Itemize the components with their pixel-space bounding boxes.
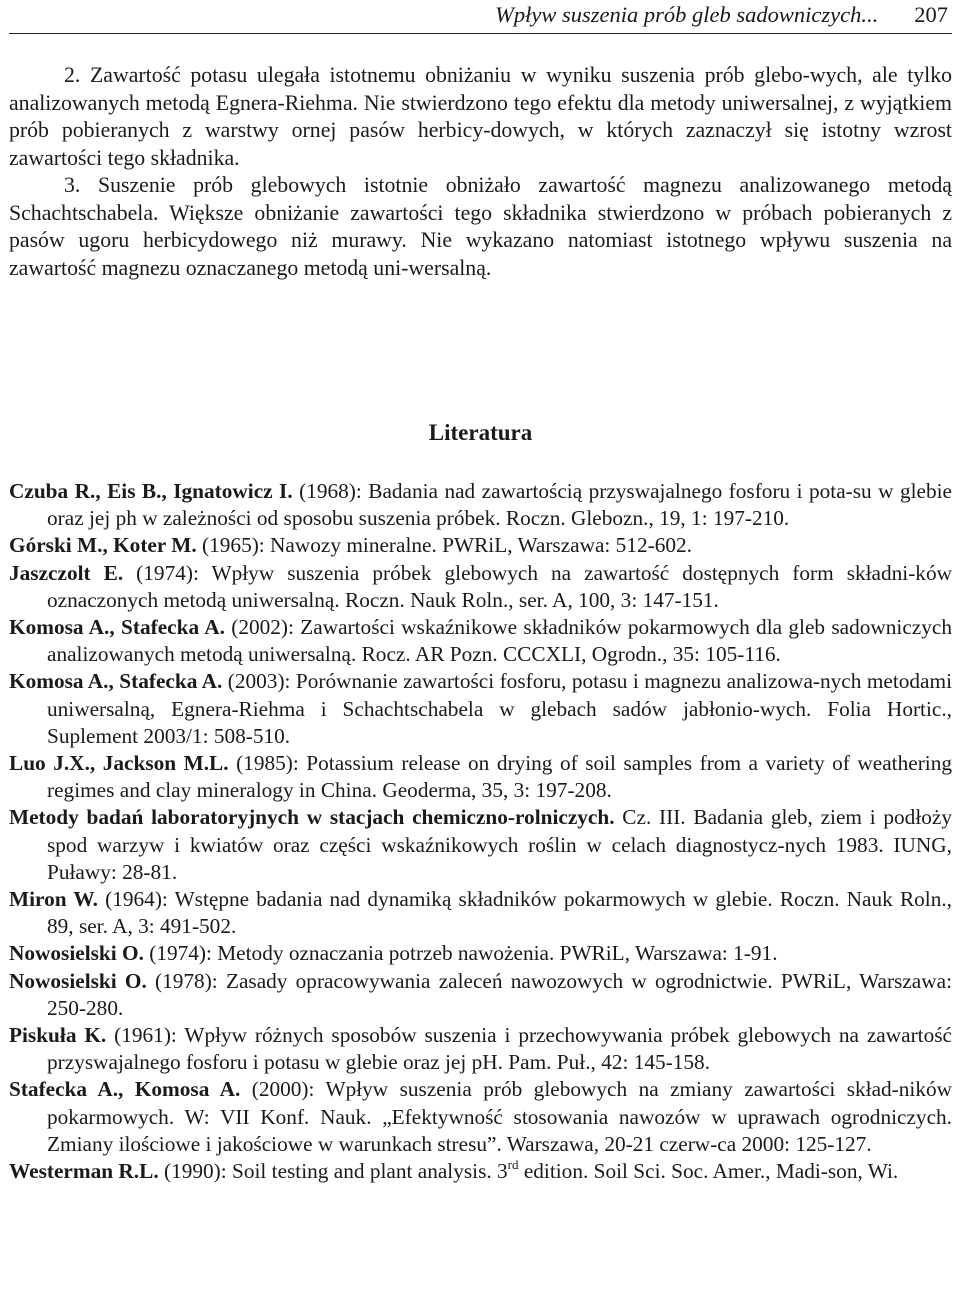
reference-item xyxy=(9,1158,952,1185)
reference-authors: Westerman R.L. xyxy=(9,1159,159,1184)
conclusion-item: 2. Zawartość potasu ulegała istotnemu obniżaniu w wyniku suszenia prób glebo-wych, ale tylko analizowanych metodą Egnera-Riehma. Nie stwierdzono tego efektu dla metody uniwersalnej, z wyjątkiem prób pobieranych z warstwy ornej pasów herbicy-dowych, w których zaznaczył się istotny wzrost zawartości tego składnika. xyxy=(9,63,952,170)
reference-authors: Jaszczolt E. xyxy=(9,560,124,585)
reference-text: (1974): Metody oznaczania potrzeb nawożenia. PWRiL, Warszawa: 1-91. xyxy=(143,941,778,966)
reference-authors: Luo J.X., Jackson M.L. xyxy=(9,751,229,776)
reference-text: (2003): Porównanie zawartości fosforu, potasu i magnezu analizowa-nych metodami uniwersalną, Egnera-Riehma i Schachtschabela w glebach sadów jabłonio-wych. Folia Hortic., Suplement 2003/1: 508-510. xyxy=(47,669,952,748)
header-rule xyxy=(9,33,952,34)
reference-text: (2000): Wpływ suszenia prób glebowych na zmiany zawartości skład-ników pokarmowych. W: VII Konf. Nauk. „Efektywność stosowania nawozów w uprawach ogrodniczych. Zmiany ilościowe i jakościowe w warunkach stresu”. Warszawa, 20-21 czerw-ca 2000: 125-127. xyxy=(47,1077,952,1156)
edition-superscript: rd xyxy=(507,1157,519,1173)
reference-item xyxy=(9,886,952,940)
running-header xyxy=(9,2,952,32)
conclusions xyxy=(9,62,952,282)
literature-heading: Literatura xyxy=(428,420,533,445)
reference-authors: Górski M., Koter M. xyxy=(9,533,197,558)
reference-authors: Metody badań laboratoryjnych w stacjach chemiczno-rolniczych. xyxy=(9,805,615,830)
reference-item xyxy=(9,478,952,532)
reference-text: (1965): Nawozy mineralne. PWRiL, Warszawa: 512-602. xyxy=(196,533,692,558)
reference-item xyxy=(9,1076,952,1158)
reference-item xyxy=(9,968,952,1022)
reference-item xyxy=(9,750,952,804)
reference-text: (1968): Badania nad zawartością przyswajalnego fosforu i pota-su w glebie oraz jej ph w zależności od sposobu suszenia próbek. Roczn. Glebozn., 19, 1: 197-210. xyxy=(47,479,952,531)
reference-authors: Piskuła K. xyxy=(9,1023,107,1048)
reference-item xyxy=(9,668,952,750)
reference-authors: Komosa A., Stafecka A. xyxy=(9,669,223,694)
reference-text: (2002): Zawartości wskaźnikowe składników pokarmowych dla gleb sadowniczych analizowanych metodą uniwersalną. Rocz. AR Pozn. CCCXLI, Ogrodn., 35: 105-116. xyxy=(47,615,953,667)
reference-text: (1978): Zasady opracowywania zaleceń nawozowych w ogrodnictwie. PWRiL, Warszawa: 250-280. xyxy=(47,968,952,1020)
reference-text: Cz. III. Badania gleb, ziem i podłoży spod warzyw i kwiatów oraz części wskaźnikowych roślin w celach diagnostycz-nych 1983. IUNG, Puławy: 28-81. xyxy=(47,805,952,884)
reference-text: edition. Soil Sci. Soc. Amer., Madi-son, Wi. xyxy=(518,1159,899,1184)
reference-text: (1990): Soil testing and plant analysis. 3 xyxy=(158,1159,508,1184)
reference-authors: Czuba R., Eis B., Ignatowicz I. xyxy=(9,479,293,503)
reference-authors: Nowosielski O. xyxy=(9,941,144,966)
reference-authors: Komosa A., Stafecka A. xyxy=(9,615,225,640)
reference-authors: Stafecka A., Komosa A. xyxy=(9,1077,241,1102)
reference-item xyxy=(9,560,952,614)
reference-text: (1985): Potassium release on drying of soil samples from a variety of weathering regimes and clay mineralogy in China. Geoderma, 35, 3: 197-208. xyxy=(47,751,953,803)
reference-authors: Nowosielski O. xyxy=(9,968,147,993)
reference-item xyxy=(9,1022,952,1076)
reference-text: (1961): Wpływ różnych sposobów suszenia i przechowywania próbek glebowych na zawartość przyswajalnego fosforu i potasu w glebie oraz jej pH. Pam. Puł., 42: 145-158. xyxy=(47,1023,952,1075)
page-number: 207 xyxy=(914,2,948,27)
reference-list xyxy=(9,478,952,1185)
reference-item xyxy=(9,940,952,967)
reference-item xyxy=(9,804,952,886)
reference-authors: Miron W. xyxy=(9,887,98,912)
conclusion-item: 3. Suszenie prób glebowych istotnie obniżało zawartość magnezu analizowanego metodą Schachtschabela. Większe obniżanie zawartości tego składnika stwierdzono w próbach pobieranych z pasów ugoru herbicydowego niż murawy. Nie wykazano natomiast istotnego wpływu suszenia na zawartość magnezu oznaczanego metodą uni-wersalną. xyxy=(9,173,952,280)
reference-text: (1974): Wpływ suszenia próbek glebowych na zawartość dostępnych form składni-ków oznaczonych metodą uniwersalną. Roczn. Nauk Roln., ser. A, 100, 3: 147-151. xyxy=(47,560,952,612)
reference-item xyxy=(9,614,952,668)
reference-item xyxy=(9,532,952,559)
running-title: Wpływ suszenia prób gleb sadowniczych... xyxy=(495,2,879,27)
reference-text: (1964): Wstępne badania nad dynamiką składników pokarmowych w glebie. Roczn. Nauk Roln., 89, ser. A, 3: 491-502. xyxy=(47,887,953,939)
